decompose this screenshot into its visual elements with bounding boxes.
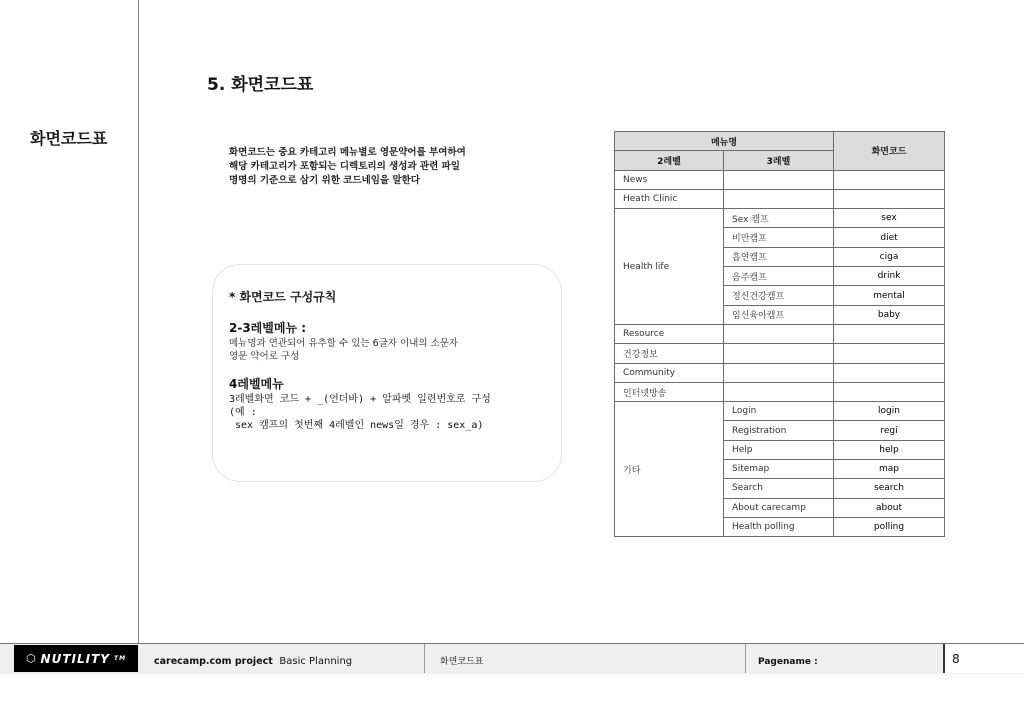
rule-2-3-level-title: 2-3레벨메뉴 : [229,321,307,335]
table-row [615,189,945,208]
table-row [615,170,945,189]
level3-cell: 음주캠프 [724,267,834,286]
level2-cell: Resource [615,324,724,343]
level2-cell: Community [615,363,724,382]
code-cell: ciga [834,247,945,266]
intro-line: 화면코드는 중요 카테고리 메뉴별로 영문약어를 부여하여 [229,147,466,158]
footer-divider [745,644,746,673]
table-row [615,209,945,228]
level2-cell: News [615,170,724,189]
code-cell: mental [834,286,945,305]
level2-cell: Heath Clinic [615,189,724,208]
code-cell: regi [834,421,945,440]
code-cell: baby [834,305,945,324]
table-row [615,363,945,382]
page-title: 5. 화면코드표 [207,75,314,95]
level2-cell: 건강정보 [615,344,724,363]
level2-cell: 인터넷방송 [615,382,724,401]
level3-cell: 정신건강캠프 [724,286,834,305]
rules-content [229,288,549,432]
level3-cell: Health polling [724,517,834,536]
rule-4-level-line: (예 : [229,407,257,418]
code-cell: sex [834,209,945,228]
rule-4-level-title: 4레벨메뉴 [229,377,284,391]
intro-text [229,146,529,188]
left-divider-line [138,0,139,643]
code-cell: help [834,440,945,459]
footer-pagename-label: Pagename : [758,657,818,667]
level3-cell: Registration [724,421,834,440]
rule-4-level-line: sex 캠프의 첫번째 4레벨인 news일 경우 : sex_a) [229,420,484,431]
logo-mark-icon: ⬡ [25,652,37,665]
code-cell: drink [834,267,945,286]
intro-line: 해당 카테고리가 포함되는 디렉토리의 생성과 관련 파일 [229,161,460,172]
footer-page-title: 화면코드표 [440,657,484,667]
header-level-3: 3레벨 [724,151,834,170]
footer-project [154,656,352,667]
level3-cell: Search [724,479,834,498]
footer-divider [424,644,425,673]
level3-cell: 비만캠프 [724,228,834,247]
header-screen-code: 화면코드 [834,132,945,171]
page-number: 8 [952,652,960,666]
level3-cell: Help [724,440,834,459]
logo-text: NUTILITY [40,651,110,666]
level3-cell: 흡연캠프 [724,247,834,266]
level3-cell: Login [724,402,834,421]
header-menu-name: 메뉴명 [615,132,834,151]
rule-2-3-level-line: 영문 약어로 구성 [229,351,300,362]
intro-line: 명명의 기준으로 삼기 위한 코드네임을 말한다 [229,175,420,186]
level3-cell: About carecamp [724,498,834,517]
code-cell: map [834,460,945,479]
level3-cell: Sex 캠프 [724,209,834,228]
level2-cell: 기타 [615,402,724,537]
code-cell: polling [834,517,945,536]
rule-2-3-level-line: 메뉴명과 연관되어 유추할 수 있는 6글자 이내의 소문자 [229,338,459,349]
level3-cell: 임신육아캠프 [724,305,834,324]
rule-4-level-line: 3레벨화면 코드 + _(언더바) + 알파벳 일련번호로 구성 [229,394,491,405]
side-title: 화면코드표 [30,129,108,148]
code-cell: search [834,479,945,498]
screen-code-table [614,131,945,537]
logo-trademark: TM [113,655,127,662]
code-cell: login [834,402,945,421]
table-row [615,344,945,363]
footer-project-name: carecamp.com project [154,656,273,667]
table-row [615,402,945,421]
header-level-2: 2레벨 [615,151,724,170]
code-cell: diet [834,228,945,247]
table-row [615,324,945,343]
code-cell: about [834,498,945,517]
nutility-logo [14,645,138,672]
rules-heading: * 화면코드 구성규칙 [229,290,337,304]
footer-project-sub: Basic Planning [279,656,353,667]
level2-cell: Health life [615,209,724,325]
table-row [615,382,945,401]
level3-cell: Sitemap [724,460,834,479]
